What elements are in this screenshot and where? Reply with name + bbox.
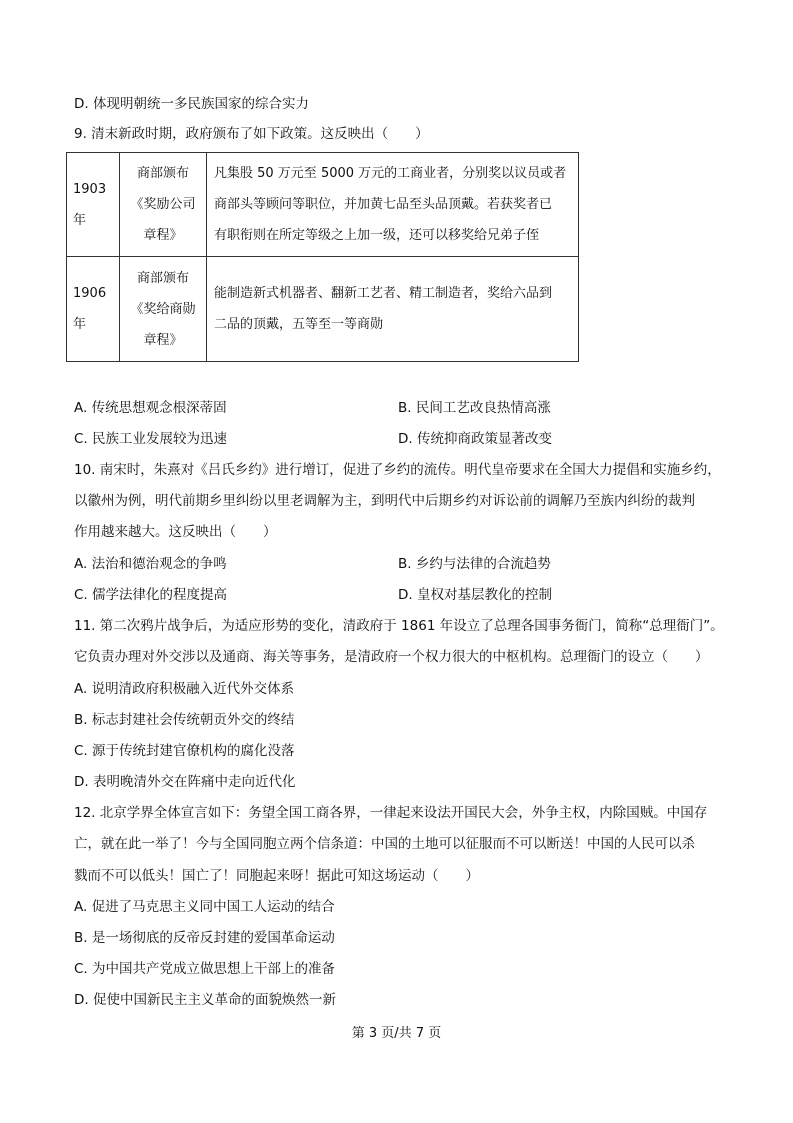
q11-stem-line1: 11. 第二次鸦片战争后，为适应形势的变化，清政府于 1861 年设立了总理各国事务衙门，简称“总理衙门”。 — [74, 618, 724, 634]
q12-stem-line2: 亡，就在此一举了！今与全国同胞立两个信条道：中国的土地可以征服而不可以断送！中国的人民可以杀 — [74, 836, 695, 852]
q10-option-c: C. 儒学法律化的程度提高 — [74, 587, 228, 603]
q9-option-c: C. 民族工业发展较为迅速 — [74, 431, 228, 447]
content-cell — [207, 257, 579, 362]
document-cell — [120, 153, 207, 257]
q11-stem-line2: 它负责办理对外交涉以及通商、海关等事务，是清政府一个权力很大的中枢机构。总理衙门的设立（ ） — [74, 649, 709, 665]
year-unit: 年 — [73, 317, 87, 332]
q11-option-d: D. 表明晚清外交在阵痛中走向近代化 — [74, 774, 296, 790]
dept-line: 章程》 — [143, 332, 183, 348]
q9-stem: 9. 清末新政时期，政府颁布了如下政策。这反映出（ ） — [74, 126, 429, 142]
q9-option-b: B. 民间工艺改良热情高涨 — [398, 400, 551, 416]
q11-option-b: B. 标志封建社会传统朝贡外交的终结 — [74, 712, 295, 728]
q12-option-d: D. 促使中国新民主主义革命的面貌焕然一新 — [74, 992, 336, 1008]
q9-policy-table — [66, 152, 579, 362]
q12-option-c: C. 为中国共产党成立做思想上干部上的准备 — [74, 961, 336, 977]
q12-stem-line3: 戮而不可以低头！国亡了！同胞起来呀！据此可知这场运动（ ） — [74, 868, 479, 884]
q10-option-d: D. 皇权对基层教化的控制 — [398, 587, 552, 603]
q10-stem-line2: 以徽州为例，明代前期乡里纠纷以里老调解为主，到明代中后期乡约对诉讼前的调解乃至族内纠纷的裁判 — [74, 493, 695, 509]
q12-stem-line1: 12. 北京学界全体宣言如下：务望全国工商各界，一律起来设法开国民大会，外争主权，内除国贼。中国存 — [74, 805, 708, 821]
q11-option-a: A. 说明清政府积极融入近代外交体系 — [74, 681, 295, 697]
content-line: 能制造新式机器者、翻新工艺者、精工制造者，奖给六品到 — [214, 286, 553, 301]
q11-option-c: C. 源于传统封建官僚机构的腐化没落 — [74, 743, 295, 759]
dept-line: 商部颁布 — [136, 270, 189, 286]
q8-option-d: D. 体现明朝统一多民族国家的综合实力 — [74, 96, 309, 112]
content-line: 凡集股 50 万元至 5000 万元的工商业者，分别奖以议员或者 — [214, 166, 567, 181]
content-line: 有职衔则在所定等级之上加一级，还可以移奖给兄弟子侄 — [214, 228, 540, 243]
q12-option-b: B. 是一场彻底的反帝反封建的爱国革命运动 — [74, 930, 335, 946]
q10-stem-line1: 10. 南宋时，朱熹对《吕氏乡约》进行增订，促进了乡约的流传。明代皇帝要求在全国大力提倡和实施乡约， — [74, 462, 721, 478]
dept-line: 《奖励公司 — [130, 197, 196, 212]
table-row — [67, 257, 579, 362]
dept-line: 章程》 — [143, 228, 183, 243]
content-line: 二品的顶戴，五等至一等商勋 — [214, 317, 384, 332]
q10-option-b: B. 乡约与法律的合流趋势 — [398, 556, 551, 572]
q10-stem-line3: 作用越来越大。这反映出（ ） — [74, 524, 277, 540]
document-cell — [120, 257, 207, 362]
year-cell — [67, 153, 120, 257]
q10-option-a: A. 法治和德治观念的争鸣 — [74, 556, 227, 572]
page-number: 第 3 页/共 7 页 — [351, 1026, 442, 1041]
q9-option-d: D. 传统抑商政策显著改变 — [398, 431, 552, 447]
q9-option-a: A. 传统思想观念根深蒂固 — [74, 400, 227, 416]
content-line: 商部头等顾问等职位，并加黄七品至头品顶戴。若获奖者已 — [214, 197, 553, 212]
year-text: 1906 — [73, 286, 107, 301]
year-cell — [67, 257, 120, 362]
dept-line: 《奖给商勋 — [130, 301, 196, 317]
year-unit: 年 — [73, 212, 87, 228]
q12-option-a: A. 促进了马克思主义同中国工人运动的结合 — [74, 899, 335, 915]
content-cell — [207, 153, 579, 257]
year-text: 1903 — [73, 181, 107, 197]
dept-line: 商部颁布 — [136, 166, 189, 181]
table-row — [67, 153, 579, 257]
